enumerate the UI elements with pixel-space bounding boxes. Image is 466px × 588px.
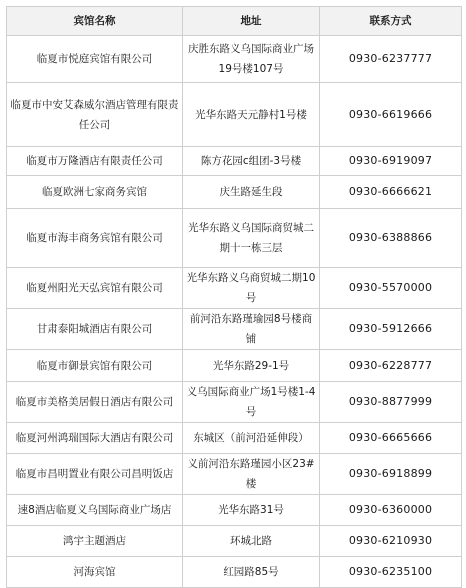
address-cell: 环城北路 — [183, 526, 320, 557]
phone-cell: 0930-6918899 — [320, 454, 462, 495]
hotel-name-cell: 临夏市美格美居假日酒店有限公司 — [7, 382, 183, 423]
phone-cell: 0930-6666621 — [320, 176, 462, 209]
address-cell: 庆生路延生段 — [183, 176, 320, 209]
phone-cell: 0930-6228777 — [320, 350, 462, 382]
address-cell: 光华东路天元静村1号楼 — [183, 83, 320, 147]
header-address: 地址 — [183, 7, 320, 36]
hotel-contact-table — [6, 6, 462, 588]
table-row — [7, 557, 462, 588]
phone-cell: 0930-6237777 — [320, 36, 462, 83]
header-hotel-name: 宾馆名称 — [7, 7, 183, 36]
hotel-name-cell: 河海宾馆 — [7, 557, 183, 588]
table-row — [7, 526, 462, 557]
table-row — [7, 495, 462, 526]
header-row — [7, 7, 462, 36]
table-row — [7, 268, 462, 309]
address-cell: 光华东路义乌国际商贸城二期十一栋三层 — [183, 209, 320, 268]
phone-cell: 0930-6235100 — [320, 557, 462, 588]
hotel-name-cell: 临夏市昌明置业有限公司昌明饭店 — [7, 454, 183, 495]
address-cell: 义前河沿东路瑾园小区23#楼 — [183, 454, 320, 495]
hotel-name-cell: 鸿宇主题酒店 — [7, 526, 183, 557]
address-cell: 前河沿东路瑾瑜园8号楼商铺 — [183, 309, 320, 350]
table-row — [7, 423, 462, 454]
address-cell: 光华东路义乌商贸城二期10号 — [183, 268, 320, 309]
address-cell: 红园路85号 — [183, 557, 320, 588]
table-row — [7, 176, 462, 209]
table-row — [7, 350, 462, 382]
hotel-name-cell: 临夏市御景宾馆有限公司 — [7, 350, 183, 382]
table-row — [7, 454, 462, 495]
phone-cell: 0930-6360000 — [320, 495, 462, 526]
address-cell: 陈方花园c组团-3号楼 — [183, 147, 320, 176]
table-row — [7, 147, 462, 176]
phone-cell: 0930-5912666 — [320, 309, 462, 350]
hotel-name-cell: 甘肃泰阳城酒店有限公司 — [7, 309, 183, 350]
hotel-name-cell: 速8酒店临夏义乌国际商业广场店 — [7, 495, 183, 526]
phone-cell: 0930-5570000 — [320, 268, 462, 309]
phone-cell: 0930-6919097 — [320, 147, 462, 176]
phone-cell: 0930-8877999 — [320, 382, 462, 423]
hotel-name-cell: 临夏州阳光天弘宾馆有限公司 — [7, 268, 183, 309]
address-cell: 光华东路31号 — [183, 495, 320, 526]
phone-cell: 0930-6665666 — [320, 423, 462, 454]
hotel-name-cell: 临夏市悦庭宾馆有限公司 — [7, 36, 183, 83]
table-row — [7, 83, 462, 147]
address-cell: 庆胜东路义乌国际商业广场19号楼107号 — [183, 36, 320, 83]
phone-cell: 0930-6210930 — [320, 526, 462, 557]
table-row — [7, 36, 462, 83]
phone-cell: 0930-6388866 — [320, 209, 462, 268]
phone-cell: 0930-6619666 — [320, 83, 462, 147]
hotel-name-cell: 临夏河州鸿瑞国际大酒店有限公司 — [7, 423, 183, 454]
address-cell: 义乌国际商业广场1号楼1-4号 — [183, 382, 320, 423]
table-row — [7, 209, 462, 268]
table-row — [7, 382, 462, 423]
header-contact: 联系方式 — [320, 7, 462, 36]
hotel-name-cell: 临夏市万隆酒店有限责任公司 — [7, 147, 183, 176]
address-cell: 东城区（前河沿延伸段） — [183, 423, 320, 454]
table-row — [7, 309, 462, 350]
address-cell: 光华东路29-1号 — [183, 350, 320, 382]
hotel-name-cell: 临夏市中安艾森威尔酒店管理有限责任公司 — [7, 83, 183, 147]
hotel-name-cell: 临夏欧洲七家商务宾馆 — [7, 176, 183, 209]
hotel-name-cell: 临夏市海丰商务宾馆有限公司 — [7, 209, 183, 268]
